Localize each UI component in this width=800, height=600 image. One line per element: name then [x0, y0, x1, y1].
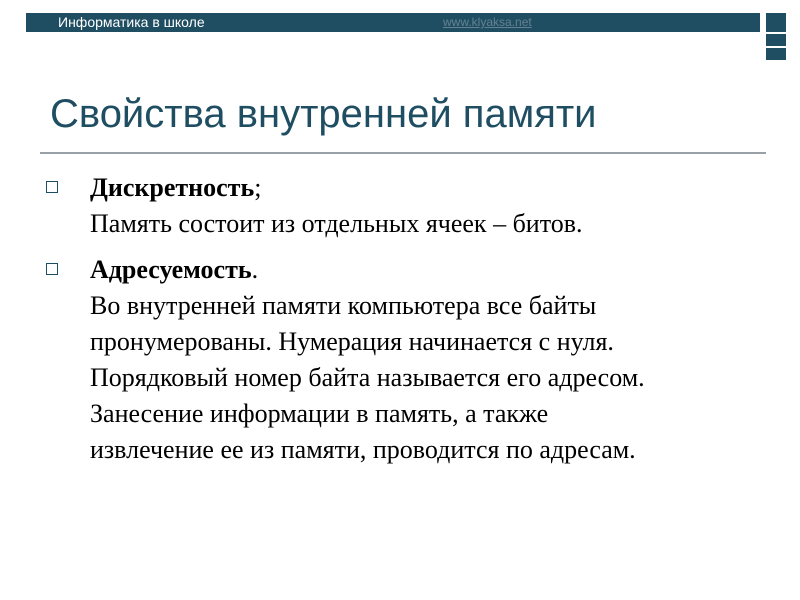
- item-text-line: Занесение информации в память, а также: [90, 399, 549, 428]
- corner-decoration-box: [766, 48, 786, 60]
- corner-decoration-box: [766, 13, 786, 32]
- title-divider: [40, 152, 766, 154]
- header-subject: Информатика в школе: [58, 14, 205, 30]
- list-item: [42, 170, 762, 242]
- item-heading: [90, 170, 762, 206]
- item-term-punct: .: [251, 255, 259, 284]
- slide-title: Свойства внутренней памяти: [50, 92, 597, 136]
- header-site-link[interactable]: www.klyaksa.net: [443, 15, 532, 29]
- corner-decoration-box: [766, 34, 786, 46]
- item-text-line: Память состоит из отдельных ячеек – битов.: [90, 209, 583, 238]
- item-text-line: Порядковый номер байта называется его адресом.: [90, 363, 645, 392]
- bullet-list: [42, 170, 762, 478]
- item-term: Дискретность: [90, 173, 255, 202]
- item-term: Адресуемость: [90, 255, 252, 284]
- list-item: [42, 252, 762, 468]
- item-text-line: извлечение ее из памяти, проводится по адресам.: [90, 435, 636, 464]
- item-term-punct: ;: [254, 173, 262, 202]
- hollow-square-bullet-icon: [46, 181, 58, 193]
- item-heading: [90, 252, 762, 288]
- item-text-line: пронумерованы. Нумерация начинается с нуля.: [90, 327, 614, 356]
- item-text-line: Во внутренней памяти компьютера все байты: [90, 291, 597, 320]
- hollow-square-bullet-icon: [46, 263, 58, 275]
